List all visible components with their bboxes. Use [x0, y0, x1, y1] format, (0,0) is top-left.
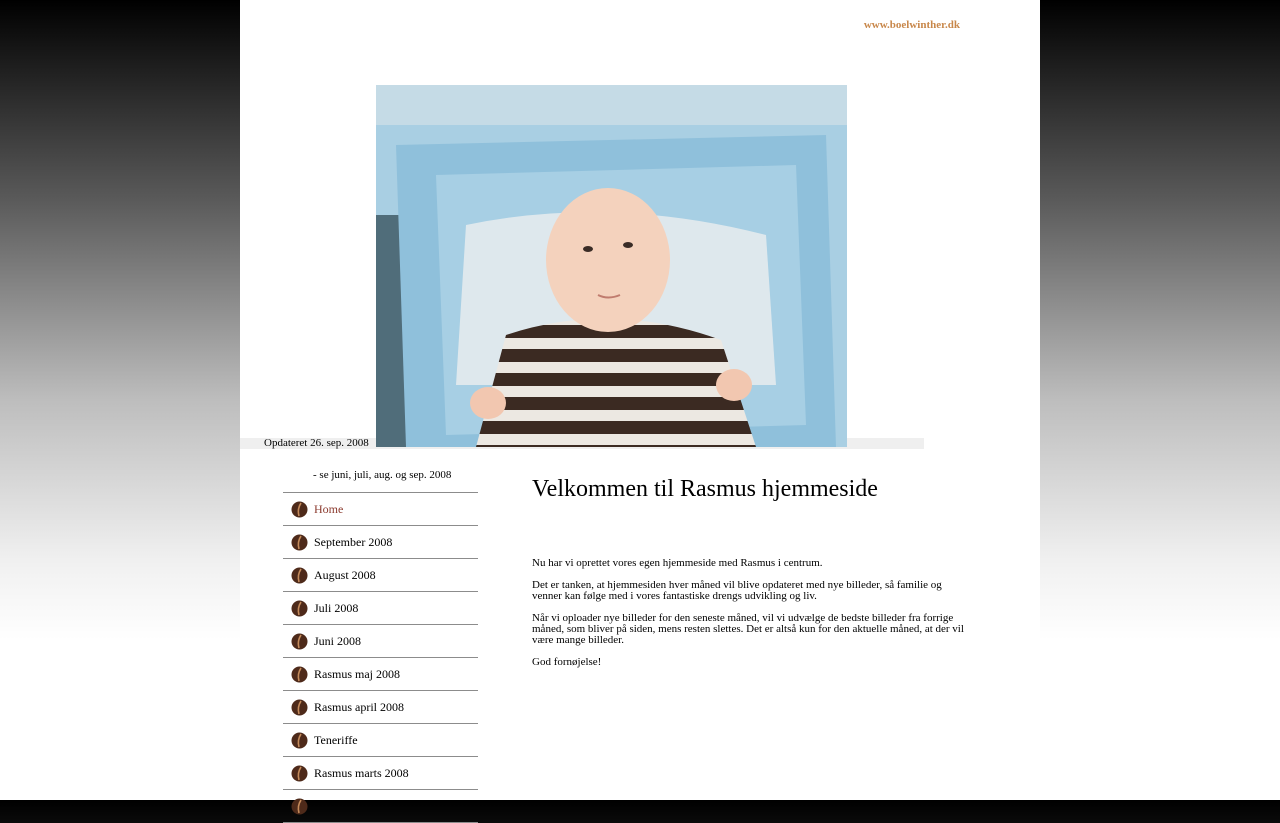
- upload-paragraph: Når vi oploader nye billeder for den seneste måned, vil vi udvælge de bedste billeder fra forrige måned, som bliver på siden, mens resten slettes. Det er altså kun for den aktuelle måned, at der vil være mange billeder.: [532, 612, 964, 646]
- coffee-bean-icon: [291, 699, 308, 716]
- coffee-bean-icon: [291, 798, 308, 815]
- coffee-bean-icon: [291, 600, 308, 617]
- sidebar-subtitle: - se juni, juli, aug. og sep. 2008: [313, 469, 452, 481]
- nav-item-home[interactable]: [283, 493, 478, 526]
- nav-item-juli-2008[interactable]: [283, 592, 478, 625]
- nav-item-next[interactable]: [283, 790, 478, 823]
- coffee-bean-icon: [291, 534, 308, 551]
- nav-item-august-2008[interactable]: [283, 559, 478, 592]
- page-title: Velkommen til Rasmus hjemmeside: [532, 476, 878, 502]
- nav-label: Rasmus april 2008: [314, 699, 404, 714]
- coffee-bean-icon: [291, 732, 308, 749]
- nav-label: August 2008: [314, 567, 376, 582]
- intro-paragraph: Nu har vi oprettet vores egen hjemmeside med Rasmus i centrum.: [532, 557, 823, 569]
- nav-label: Home: [314, 501, 344, 516]
- nav-item-rasmus-marts-2008[interactable]: [283, 757, 478, 790]
- coffee-bean-icon: [291, 666, 308, 683]
- nav-item-september-2008[interactable]: [283, 526, 478, 559]
- site-link[interactable]: www.boelwinther.dk: [863, 19, 960, 31]
- nav-item-teneriffe[interactable]: [283, 724, 478, 757]
- nav-label: September 2008: [314, 534, 393, 549]
- coffee-bean-icon: [291, 765, 308, 782]
- closing-paragraph: God fornøjelse!: [532, 656, 602, 668]
- updated-date: Opdateret 26. sep. 2008: [264, 437, 369, 449]
- hero-photo: [376, 85, 847, 447]
- nav-item-juni-2008[interactable]: [283, 625, 478, 658]
- coffee-bean-icon: [291, 567, 308, 584]
- nav-label: Juli 2008: [314, 600, 359, 615]
- page-container: [240, 0, 1040, 800]
- coffee-bean-icon: [291, 501, 308, 518]
- nav-item-rasmus-april-2008[interactable]: [283, 691, 478, 724]
- main-content: [532, 476, 964, 679]
- sidebar-nav: [283, 492, 478, 823]
- nav-label: Rasmus marts 2008: [314, 765, 409, 780]
- update-paragraph: Det er tanken, at hjemmesiden hver måned vil blive opdateret med nye billeder, så familie og venner kan følge med i vores fantastiske drengs udvikling og liv.: [532, 579, 942, 602]
- nav-label: Teneriffe: [314, 732, 358, 747]
- nav-item-rasmus-maj-2008[interactable]: [283, 658, 478, 691]
- coffee-bean-icon: [291, 633, 308, 650]
- nav-label: Juni 2008: [314, 633, 362, 648]
- nav-label: Rasmus maj 2008: [314, 666, 400, 681]
